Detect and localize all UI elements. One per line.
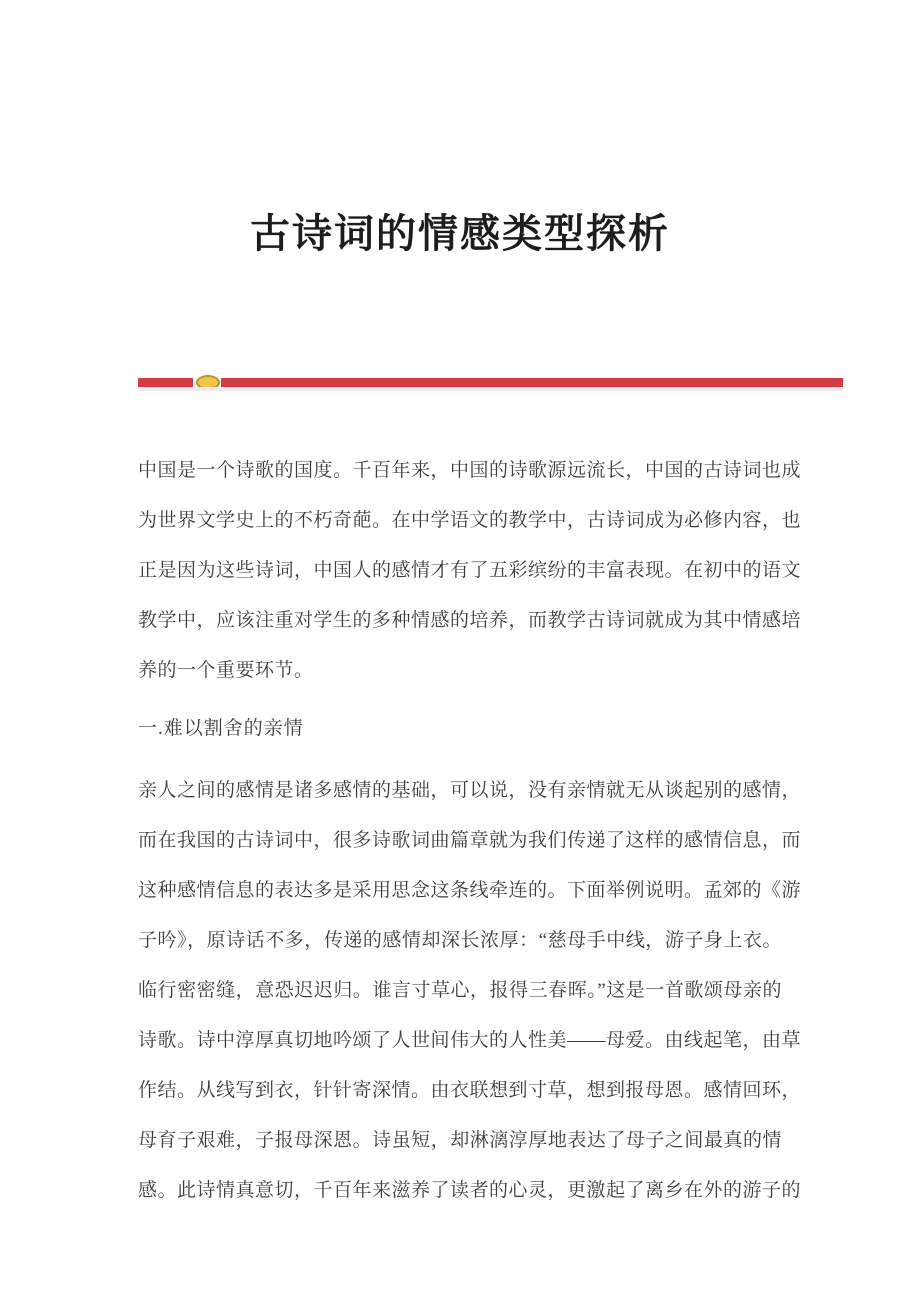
paragraph-line: 为世界文学史上的不朽奇葩。在中学语文的教学中，古诗词成为必修内容，也 (138, 510, 802, 531)
paragraph-line: 养的一个重要环节。 (138, 660, 314, 681)
paragraph-line: 中国是一个诗歌的国度。千百年来，中国的诗歌源远流长，中国的古诗词也成 (138, 460, 802, 481)
paragraph-line: 而在我国的古诗词中，很多诗歌词曲篇章就为我们传递了这样的感情信息，而 (138, 830, 802, 851)
paragraph-line: 临行密密缝，意恐迟迟归。谁言寸草心，报得三春晖。”这是一首歌颂母亲的 (138, 980, 782, 1001)
paragraph-line: 母育子艰难，子报母深恩。诗虽短，却淋漓淳厚地表达了母子之间最真的情 (138, 1130, 782, 1151)
section-heading: 一.难以割舍的亲情 (138, 718, 304, 739)
decorative-divider (138, 378, 843, 387)
divider-bead-icon (196, 375, 220, 390)
paragraph-line: 教学中，应该注重对学生的多种情感的培养，而教学古诗词就成为其中情感培 (138, 610, 802, 631)
paragraph-line: 诗歌。诗中淳厚真切地吟颂了人世间伟大的人性美——母爱。由线起笔，由草 (138, 1030, 802, 1051)
paragraph-line: 感。此诗情真意切，千百年来滋养了读者的心灵，更激起了离乡在外的游子的 (138, 1180, 802, 1201)
divider-line-right (221, 378, 843, 387)
paragraph-line: 这种感情信息的表达多是采用思念这条线牵连的。下面举例说明。孟郊的《游 (138, 880, 802, 901)
paragraph (138, 766, 802, 1216)
divider-line-left (138, 378, 193, 387)
paragraph-line: 作结。从线写到衣，针针寄深情。由衣联想到寸草，想到报母恩。感情回环， (138, 1080, 802, 1101)
paragraph-line: 亲人之间的感情是诸多感情的基础，可以说，没有亲情就无从谈起别的感情， (138, 780, 802, 801)
paragraph-line: 子吟》，原诗话不多，传递的感情却深长浓厚：“慈母手中线，游子身上衣。 (138, 930, 782, 951)
document-body (138, 446, 802, 1216)
paragraph-line: 正是因为这些诗词，中国人的感情才有了五彩缤纷的丰富表现。在初中的语文 (138, 560, 802, 581)
paragraph (138, 446, 802, 696)
page-title: 古诗词的情感类型探析 (250, 211, 670, 256)
